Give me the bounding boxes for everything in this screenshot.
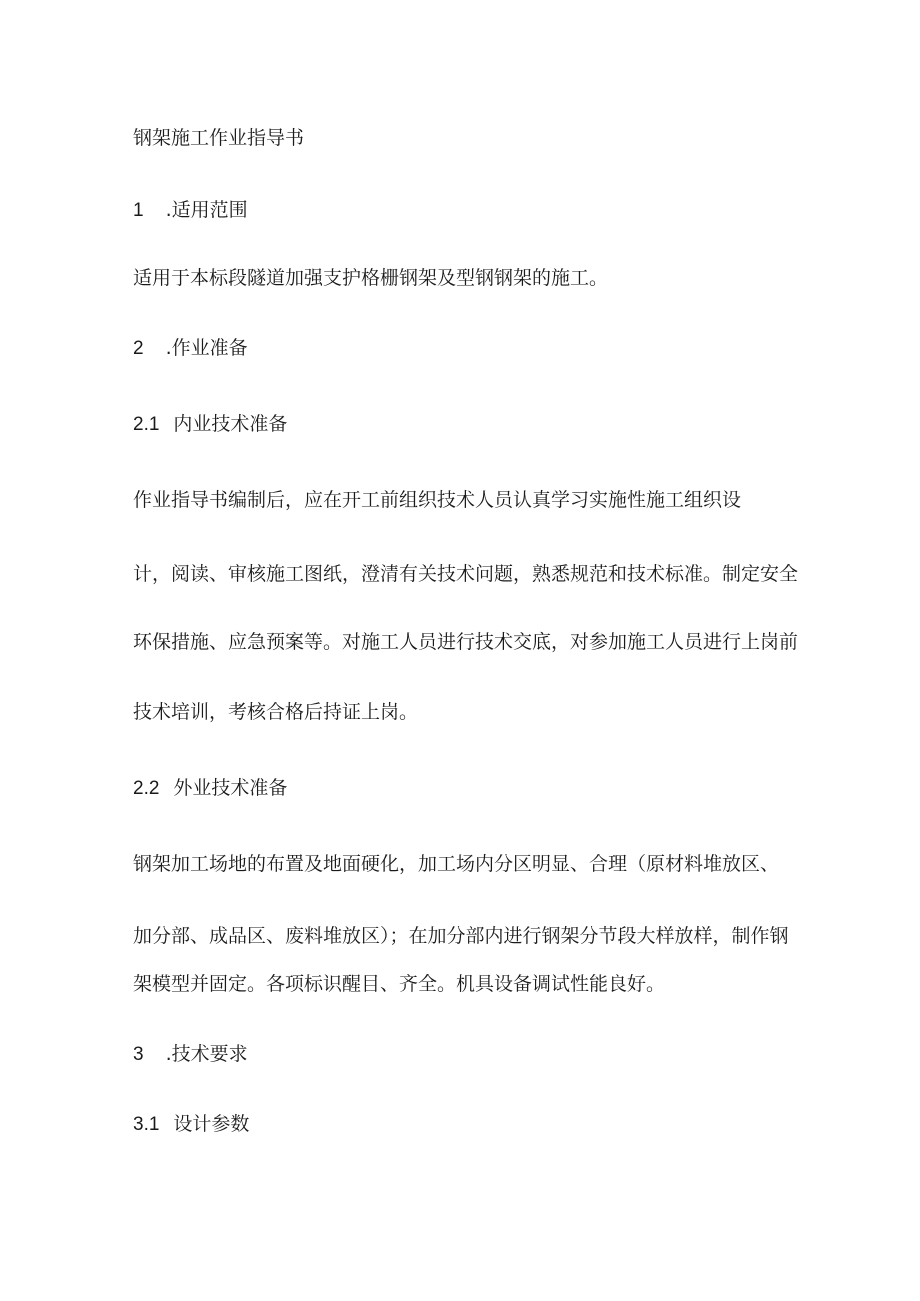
- section-2-number: 2: [133, 338, 144, 359]
- section-2-2-title: 外业技术准备: [173, 777, 288, 799]
- section-2-2-body-line: 加分部、成品区、废料堆放区）；在加分部内进行钢架分节段大样放样，制作钢: [133, 925, 789, 947]
- section-3-1-number: 3.1: [133, 1114, 160, 1135]
- document-title: 钢架施工作业指导书: [133, 127, 305, 149]
- section-3-1-title: 设计参数: [173, 1113, 250, 1135]
- section-3-title: .技术要求: [165, 1043, 248, 1065]
- section-2-title: .作业准备: [165, 337, 248, 359]
- section-3-1-heading: [133, 1112, 249, 1137]
- section-2-2-body-line: 钢架加工场地的布置及地面硬化，加工场内分区明显、合理（原材料堆放区、: [133, 853, 780, 875]
- section-2-1-heading: [133, 412, 287, 437]
- section-2-2-number: 2.2: [133, 778, 160, 799]
- section-2-1-body-line: 计，阅读、审核施工图纸，澄清有关技术问题，熟悉规范和技术标准。制定安全: [133, 563, 799, 585]
- section-3-heading: [133, 1042, 248, 1067]
- section-1-heading: [133, 198, 248, 223]
- section-3-number: 3: [133, 1044, 144, 1065]
- section-2-1-title: 内业技术准备: [173, 413, 288, 435]
- section-1-number: 1: [133, 200, 144, 221]
- section-2-2-heading: [133, 776, 287, 801]
- section-2-1-body-line: 作业指导书编制后，应在开工前组织技术人员认真学习实施性施工组织设: [133, 489, 742, 511]
- section-2-1-body-line: 技术培训，考核合格后持证上岗。: [133, 701, 419, 723]
- section-1-body: 适用于本标段隧道加强支护格栅钢架及型钢钢架的施工。: [133, 267, 609, 289]
- section-2-1-body-line: 环保措施、应急预案等。对施工人员进行技术交底，对参加施工人员进行上岗前: [133, 631, 799, 653]
- section-2-1-number: 2.1: [133, 414, 160, 435]
- section-1-title: .适用范围: [165, 199, 248, 221]
- section-2-heading: [133, 336, 248, 361]
- section-2-2-body-line: 架模型并固定。各项标识醒目、齐全。机具设备调试性能良好。: [133, 973, 666, 995]
